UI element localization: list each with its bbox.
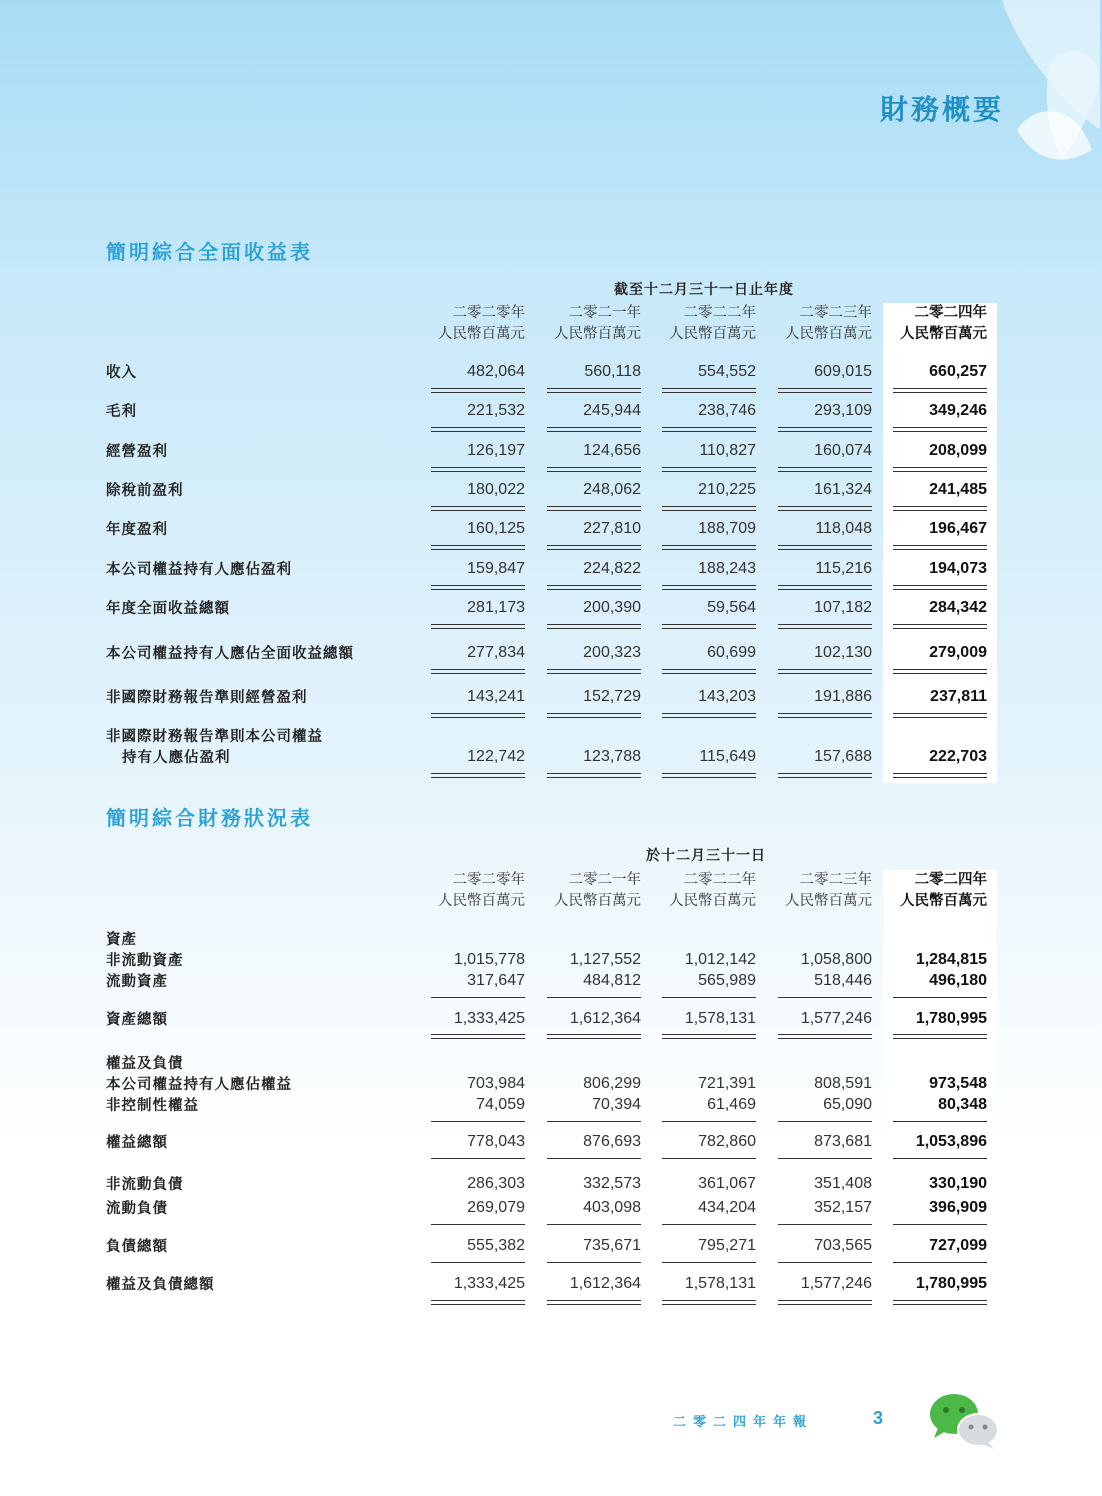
cell-value: 115,649 <box>699 748 756 765</box>
double-underline <box>893 669 987 674</box>
cell-value: 180,022 <box>467 481 525 498</box>
cell-value: 565,989 <box>698 972 756 989</box>
double-underline <box>662 773 756 778</box>
row-label: 年度盈利 <box>106 522 168 538</box>
column-unit-header: 人民幣百萬元 <box>669 893 756 909</box>
column-year-header: 二零二三年 <box>799 305 872 321</box>
cell-value: 281,173 <box>467 599 525 616</box>
cell-value: 227,810 <box>583 520 641 537</box>
cell-value: 1,333,425 <box>453 1010 525 1027</box>
single-underline <box>547 1158 641 1159</box>
double-underline <box>893 773 987 778</box>
single-underline <box>893 1224 987 1225</box>
income-section-title: 簡明綜合全面收益表 <box>106 240 313 264</box>
cell-value: 102,130 <box>814 644 872 661</box>
double-underline <box>778 545 872 550</box>
cell-value: 403,098 <box>583 1199 641 1216</box>
double-underline <box>778 427 872 432</box>
cell-value: 330,190 <box>929 1175 987 1192</box>
cell-value: 70,394 <box>592 1096 641 1113</box>
row-label: 非流動資產 <box>106 953 184 969</box>
cell-value: 808,591 <box>814 1075 872 1092</box>
single-underline <box>662 997 756 998</box>
cell-value: 1,780,995 <box>915 1010 987 1027</box>
cell-value: 1,015,778 <box>453 951 525 968</box>
cell-value: 74,059 <box>476 1096 525 1113</box>
cell-value: 122,742 <box>467 748 525 765</box>
cell-value: 721,391 <box>698 1075 756 1092</box>
cell-value: 286,303 <box>467 1175 525 1192</box>
cell-value: 160,074 <box>814 442 872 459</box>
double-underline <box>547 669 641 674</box>
cell-value: 238,746 <box>698 402 756 419</box>
column-unit-header: 人民幣百萬元 <box>785 326 872 342</box>
double-underline <box>893 1300 987 1305</box>
cell-value: 560,118 <box>584 363 641 380</box>
cell-value: 157,688 <box>814 748 872 765</box>
cell-value: 361,067 <box>698 1175 756 1192</box>
page-title: 財務概要 <box>880 93 1005 126</box>
double-underline <box>778 713 872 718</box>
cell-value: 188,709 <box>698 520 756 537</box>
double-underline <box>431 545 525 550</box>
row-label: 本公司權益持有人應佔權益 <box>106 1077 292 1093</box>
column-year-header: 二零二三年 <box>799 872 872 888</box>
cell-value: 434,204 <box>698 1199 756 1216</box>
cell-value: 59,564 <box>707 599 756 616</box>
cell-value: 245,944 <box>583 402 641 419</box>
double-underline <box>547 388 641 393</box>
cell-value: 555,382 <box>467 1237 525 1254</box>
double-underline <box>893 1034 987 1039</box>
cell-value: 727,099 <box>929 1237 987 1254</box>
double-underline <box>893 388 987 393</box>
cell-value: 221,532 <box>467 402 525 419</box>
row-label: 非國際財務報告準則經營盈利 <box>106 690 308 706</box>
row-label: 負債總額 <box>106 1239 168 1255</box>
balance-section-title: 簡明綜合財務狀況表 <box>106 806 313 830</box>
cell-value: 224,822 <box>583 560 641 577</box>
column-year-header: 二零二二年 <box>683 872 756 888</box>
single-underline <box>778 1121 872 1122</box>
cell-value: 1,053,896 <box>915 1133 987 1150</box>
income-period-label: 截至十二月三十一日止年度 <box>614 282 794 298</box>
cell-value: 1,333,425 <box>453 1275 525 1292</box>
double-underline <box>778 624 872 629</box>
cell-value: 200,390 <box>583 599 641 616</box>
cell-value: 126,197 <box>467 442 525 459</box>
cell-value: 317,647 <box>467 972 525 989</box>
single-underline <box>893 1121 987 1122</box>
cell-value: 61,469 <box>707 1096 756 1113</box>
cell-value: 873,681 <box>814 1133 872 1150</box>
column-year-header: 二零二一年 <box>568 872 641 888</box>
cell-value: 237,811 <box>930 688 987 705</box>
double-underline <box>547 773 641 778</box>
row-label-continued: 持有人應佔盈利 <box>122 750 231 766</box>
row-label: 權益總額 <box>106 1135 168 1151</box>
double-underline <box>547 713 641 718</box>
double-underline <box>431 1300 525 1305</box>
cell-value: 518,446 <box>814 972 872 989</box>
column-year-header: 二零二四年 <box>914 872 987 888</box>
cell-value: 241,485 <box>929 481 987 498</box>
cell-value: 284,342 <box>929 599 987 616</box>
cell-value: 1,127,552 <box>569 951 641 968</box>
equity-liabilities-heading: 權益及負債 <box>106 1056 184 1072</box>
cell-value: 191,886 <box>814 688 872 705</box>
double-underline <box>431 585 525 590</box>
cell-value: 332,573 <box>583 1175 641 1192</box>
double-underline <box>778 506 872 511</box>
single-underline <box>778 1262 872 1263</box>
row-label: 本公司權益持有人應佔盈利 <box>106 562 292 578</box>
cell-value: 609,015 <box>814 363 872 380</box>
cell-value: 1,612,364 <box>569 1275 641 1292</box>
cell-value: 1,577,246 <box>800 1275 872 1292</box>
cell-value: 277,834 <box>467 644 525 661</box>
cell-value: 1,577,246 <box>800 1010 872 1027</box>
cell-value: 208,099 <box>929 442 987 459</box>
double-underline <box>778 585 872 590</box>
single-underline <box>893 1158 987 1159</box>
double-underline <box>431 467 525 472</box>
column-year-header: 二零二二年 <box>683 305 756 321</box>
cell-value: 1,012,142 <box>684 951 756 968</box>
cell-value: 118,048 <box>815 520 872 537</box>
cell-value: 279,009 <box>929 644 987 661</box>
double-underline <box>662 467 756 472</box>
cell-value: 269,079 <box>467 1199 525 1216</box>
single-underline <box>431 1224 525 1225</box>
cell-value: 222,703 <box>929 748 987 765</box>
double-underline <box>547 624 641 629</box>
cell-value: 188,243 <box>698 560 756 577</box>
cell-value: 80,348 <box>938 1096 987 1113</box>
cell-value: 1,284,815 <box>915 951 987 968</box>
column-unit-header: 人民幣百萬元 <box>785 893 872 909</box>
double-underline <box>778 1300 872 1305</box>
cell-value: 107,182 <box>814 599 872 616</box>
double-underline <box>893 427 987 432</box>
cell-value: 484,812 <box>583 972 641 989</box>
double-underline <box>547 506 641 511</box>
cell-value: 143,241 <box>467 688 525 705</box>
cell-value: 248,062 <box>583 481 641 498</box>
single-underline <box>662 1158 756 1159</box>
row-label: 非控制性權益 <box>106 1098 199 1114</box>
single-underline <box>662 1121 756 1122</box>
column-unit-header: 人民幣百萬元 <box>438 326 525 342</box>
row-label: 除稅前盈利 <box>106 483 184 499</box>
column-unit-header: 人民幣百萬元 <box>554 326 641 342</box>
cell-value: 782,860 <box>698 1133 756 1150</box>
double-underline <box>547 1034 641 1039</box>
cell-value: 1,612,364 <box>569 1010 641 1027</box>
double-underline <box>778 773 872 778</box>
page-number: 3 <box>873 1408 884 1428</box>
double-underline <box>662 506 756 511</box>
single-underline <box>547 997 641 998</box>
column-unit-header: 人民幣百萬元 <box>900 326 987 342</box>
cell-value: 123,788 <box>583 748 641 765</box>
row-label: 流動資產 <box>106 974 168 990</box>
balance-period-label: 於十二月三十一日 <box>646 848 766 864</box>
column-unit-header: 人民幣百萬元 <box>900 893 987 909</box>
cell-value: 973,548 <box>929 1075 987 1092</box>
row-label: 毛利 <box>106 404 137 420</box>
double-underline <box>662 545 756 550</box>
double-underline <box>778 669 872 674</box>
single-underline <box>778 1158 872 1159</box>
double-underline <box>662 427 756 432</box>
cell-value: 1,578,131 <box>684 1275 756 1292</box>
cell-value: 110,827 <box>699 442 756 459</box>
single-underline <box>431 1262 525 1263</box>
row-label: 收入 <box>106 365 137 381</box>
double-underline <box>547 545 641 550</box>
double-underline <box>547 585 641 590</box>
cell-value: 60,699 <box>707 644 756 661</box>
double-underline <box>662 1034 756 1039</box>
cell-value: 795,271 <box>698 1237 756 1254</box>
double-underline <box>662 669 756 674</box>
cell-value: 735,671 <box>583 1237 641 1254</box>
row-label: 本公司權益持有人應佔全面收益總額 <box>106 646 354 662</box>
footer-report-title: 二零二四年年報 <box>673 1415 814 1430</box>
row-label: 年度全面收益總額 <box>106 601 230 617</box>
double-underline <box>431 624 525 629</box>
single-underline <box>778 1224 872 1225</box>
single-underline <box>893 997 987 998</box>
single-underline <box>431 1121 525 1122</box>
column-unit-header: 人民幣百萬元 <box>669 326 756 342</box>
cell-value: 703,984 <box>467 1075 525 1092</box>
double-underline <box>431 506 525 511</box>
row-label: 非流動負債 <box>106 1177 184 1193</box>
cell-value: 1,058,800 <box>800 951 872 968</box>
row-label: 非國際財務報告準則本公司權益 <box>106 729 323 745</box>
double-underline <box>778 467 872 472</box>
single-underline <box>662 1224 756 1225</box>
row-label: 經營盈利 <box>106 444 168 460</box>
cell-value: 1,780,995 <box>915 1275 987 1292</box>
double-underline <box>662 585 756 590</box>
cell-value: 161,324 <box>814 481 872 498</box>
double-underline <box>547 1300 641 1305</box>
cell-value: 876,693 <box>583 1133 641 1150</box>
cell-value: 124,656 <box>583 442 641 459</box>
double-underline <box>431 427 525 432</box>
double-underline <box>547 427 641 432</box>
cell-value: 1,578,131 <box>684 1010 756 1027</box>
cell-value: 196,467 <box>929 520 987 537</box>
column-unit-header: 人民幣百萬元 <box>438 893 525 909</box>
cell-value: 194,073 <box>929 560 987 577</box>
cell-value: 152,729 <box>583 688 641 705</box>
double-underline <box>893 506 987 511</box>
single-underline <box>431 997 525 998</box>
double-underline <box>893 713 987 718</box>
double-underline <box>662 624 756 629</box>
double-underline <box>431 713 525 718</box>
cell-value: 200,323 <box>583 644 641 661</box>
double-underline <box>778 388 872 393</box>
single-underline <box>547 1262 641 1263</box>
column-year-header: 二零二零年 <box>452 872 525 888</box>
cell-value: 293,109 <box>814 402 872 419</box>
single-underline <box>547 1224 641 1225</box>
double-underline <box>431 773 525 778</box>
double-underline <box>662 388 756 393</box>
double-underline <box>893 624 987 629</box>
double-underline <box>662 1300 756 1305</box>
single-underline <box>547 1121 641 1122</box>
double-underline <box>778 1034 872 1039</box>
cell-value: 806,299 <box>583 1075 641 1092</box>
cell-value: 496,180 <box>929 972 987 989</box>
cell-value: 778,043 <box>467 1133 525 1150</box>
double-underline <box>431 1034 525 1039</box>
assets-heading: 資產 <box>106 932 137 948</box>
cell-value: 115,216 <box>815 560 872 577</box>
column-year-header: 二零二四年 <box>914 305 987 321</box>
double-underline <box>893 585 987 590</box>
single-underline <box>778 997 872 998</box>
cell-value: 660,257 <box>929 363 987 380</box>
double-underline <box>893 545 987 550</box>
cell-value: 143,203 <box>698 688 756 705</box>
row-label: 權益及負債總額 <box>106 1277 215 1293</box>
wechat-logo-icon <box>928 1392 1000 1450</box>
cell-value: 210,225 <box>698 481 756 498</box>
cell-value: 396,909 <box>929 1199 987 1216</box>
double-underline <box>547 467 641 472</box>
row-label: 流動負債 <box>106 1201 168 1217</box>
single-underline <box>893 1262 987 1263</box>
cell-value: 160,125 <box>467 520 525 537</box>
cell-value: 554,552 <box>698 363 756 380</box>
double-underline <box>431 388 525 393</box>
cell-value: 349,246 <box>929 402 987 419</box>
double-underline <box>662 713 756 718</box>
single-underline <box>431 1158 525 1159</box>
single-underline <box>662 1262 756 1263</box>
column-year-header: 二零二零年 <box>452 305 525 321</box>
double-underline <box>893 467 987 472</box>
cell-value: 703,565 <box>814 1237 872 1254</box>
cell-value: 159,847 <box>467 560 525 577</box>
cell-value: 482,064 <box>467 363 525 380</box>
column-unit-header: 人民幣百萬元 <box>554 893 641 909</box>
double-underline <box>431 669 525 674</box>
cell-value: 351,408 <box>814 1175 872 1192</box>
column-year-header: 二零二一年 <box>568 305 641 321</box>
cell-value: 352,157 <box>814 1199 872 1216</box>
cell-value: 65,090 <box>823 1096 872 1113</box>
row-label: 資產總額 <box>106 1012 168 1028</box>
